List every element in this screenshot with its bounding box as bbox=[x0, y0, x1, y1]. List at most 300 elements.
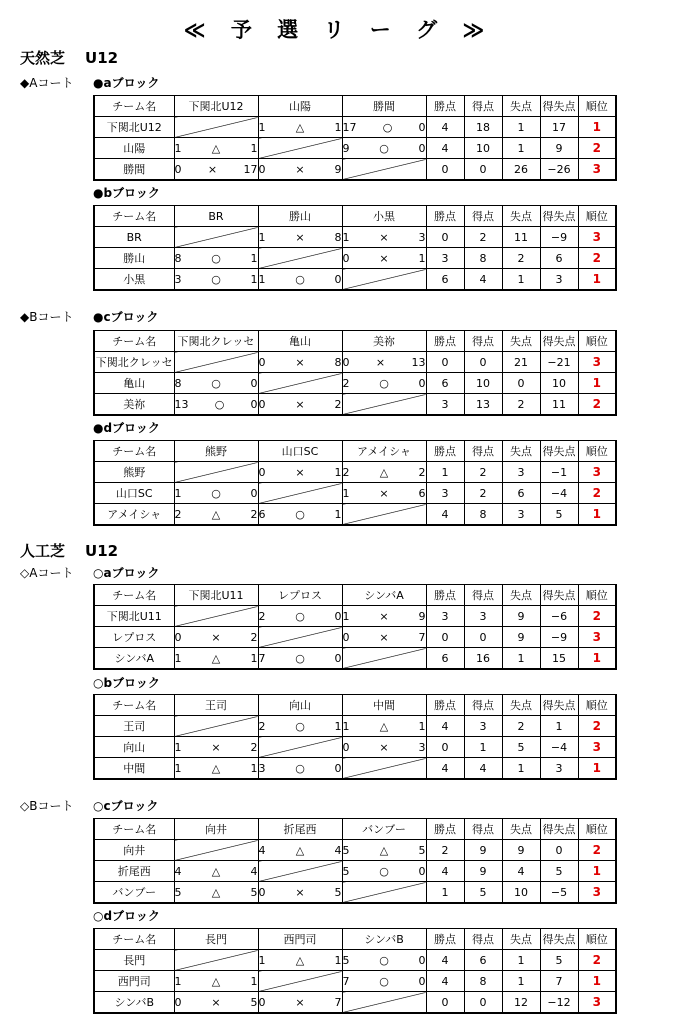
score-home: 1 bbox=[174, 974, 182, 988]
block-label: ●cブロック bbox=[93, 310, 159, 324]
rank-value: 1 bbox=[578, 269, 616, 291]
win-points: 0 bbox=[426, 992, 464, 1014]
score-away: 1 bbox=[418, 251, 426, 265]
header-goals-against: 失点 bbox=[502, 695, 540, 716]
goals-against: 1 bbox=[502, 138, 540, 159]
win-points: 0 bbox=[426, 227, 464, 248]
win-points: 4 bbox=[426, 971, 464, 992]
table-row bbox=[94, 117, 616, 138]
score-home: 0 bbox=[342, 251, 350, 265]
result-mark: ○ bbox=[295, 272, 305, 286]
rank-value: 3 bbox=[578, 227, 616, 248]
header-win-points: 勝点 bbox=[426, 441, 464, 462]
goal-diff: −12 bbox=[540, 992, 578, 1014]
header-goals-against: 失点 bbox=[502, 819, 540, 840]
block-label: ○aブロック bbox=[93, 566, 160, 580]
rank-value: 2 bbox=[578, 483, 616, 504]
standings-table bbox=[93, 205, 617, 291]
header-opponent: シンバA bbox=[342, 585, 426, 606]
match-score bbox=[175, 652, 258, 665]
score-home: 0 bbox=[174, 995, 182, 1009]
score-home: 5 bbox=[342, 864, 350, 878]
match-score bbox=[343, 865, 426, 878]
team-name: 向井 bbox=[94, 840, 174, 861]
header-opponent: 熊野 bbox=[174, 441, 258, 462]
match-score bbox=[175, 377, 258, 390]
goals-for: 0 bbox=[464, 627, 502, 648]
score-away: 1 bbox=[334, 507, 342, 521]
page-title: ≪ 予 選 リ ー グ ≫ bbox=[183, 18, 494, 42]
result-mark: ○ bbox=[379, 974, 389, 988]
goal-diff: 5 bbox=[540, 504, 578, 526]
score-away: 9 bbox=[418, 609, 426, 623]
block-label: ●bブロック bbox=[93, 186, 160, 200]
result-mark: ○ bbox=[379, 141, 389, 155]
goal-diff: −21 bbox=[540, 352, 578, 373]
goals-against: 1 bbox=[502, 648, 540, 670]
match-score bbox=[259, 610, 342, 623]
team-name: 勝山 bbox=[94, 248, 174, 269]
table-row bbox=[94, 627, 616, 648]
rank-value: 3 bbox=[578, 737, 616, 758]
table-row bbox=[94, 462, 616, 483]
header-goal-diff: 得失点 bbox=[540, 819, 578, 840]
result-mark: × bbox=[379, 486, 389, 500]
goal-diff: 7 bbox=[540, 971, 578, 992]
team-name: 下関北クレッセ bbox=[94, 352, 174, 373]
score-away: 1 bbox=[250, 651, 258, 665]
header-win-points: 勝点 bbox=[426, 819, 464, 840]
match-result bbox=[342, 117, 426, 138]
match-score bbox=[343, 720, 426, 733]
result-mark: × bbox=[211, 630, 221, 644]
goal-diff: 6 bbox=[540, 248, 578, 269]
team-name: シンバA bbox=[94, 648, 174, 670]
score-away: 5 bbox=[418, 843, 426, 857]
table-row bbox=[94, 971, 616, 992]
goal-diff: −9 bbox=[540, 627, 578, 648]
header-goals-against: 失点 bbox=[502, 585, 540, 606]
table-header-row bbox=[94, 929, 616, 950]
score-away: 9 bbox=[334, 162, 342, 176]
result-mark: × bbox=[295, 230, 305, 244]
rank-value: 1 bbox=[578, 971, 616, 992]
match-score bbox=[175, 487, 258, 500]
result-mark: △ bbox=[295, 953, 305, 967]
win-points: 1 bbox=[426, 882, 464, 904]
result-mark: ○ bbox=[295, 761, 305, 775]
header-opponent: 勝山 bbox=[258, 206, 342, 227]
win-points: 0 bbox=[426, 159, 464, 181]
win-points: 3 bbox=[426, 606, 464, 627]
score-home: 2 bbox=[174, 507, 182, 521]
score-away: 8 bbox=[334, 230, 342, 244]
header-opponent: 向井 bbox=[174, 819, 258, 840]
table-row bbox=[94, 394, 616, 416]
score-home: 0 bbox=[258, 995, 266, 1009]
team-name: 山陽 bbox=[94, 138, 174, 159]
self-match-cell bbox=[342, 394, 426, 416]
match-result bbox=[174, 504, 258, 526]
goals-for: 2 bbox=[464, 462, 502, 483]
goals-for: 8 bbox=[464, 504, 502, 526]
header-goals-for: 得点 bbox=[464, 929, 502, 950]
team-name: 折尾西 bbox=[94, 861, 174, 882]
header-goals-against: 失点 bbox=[502, 441, 540, 462]
header-goal-diff: 得失点 bbox=[540, 96, 578, 117]
header-goal-diff: 得失点 bbox=[540, 585, 578, 606]
rank-value: 3 bbox=[578, 352, 616, 373]
win-points: 3 bbox=[426, 483, 464, 504]
score-home: 2 bbox=[258, 609, 266, 623]
score-home: 0 bbox=[258, 885, 266, 899]
win-points: 4 bbox=[426, 138, 464, 159]
goals-for: 2 bbox=[464, 483, 502, 504]
standings-table bbox=[93, 440, 617, 526]
table-row bbox=[94, 227, 616, 248]
goals-against: 11 bbox=[502, 227, 540, 248]
header-win-points: 勝点 bbox=[426, 929, 464, 950]
match-score bbox=[343, 741, 426, 754]
goal-diff: 5 bbox=[540, 950, 578, 971]
rank-value: 1 bbox=[578, 861, 616, 882]
header-goals-for: 得点 bbox=[464, 819, 502, 840]
match-result bbox=[174, 373, 258, 394]
match-result bbox=[342, 373, 426, 394]
score-home: 1 bbox=[342, 609, 350, 623]
score-away: 8 bbox=[334, 355, 342, 369]
match-score bbox=[259, 844, 342, 857]
score-home: 0 bbox=[258, 355, 266, 369]
match-score bbox=[175, 163, 258, 176]
court-label: ◇Bコート bbox=[20, 799, 74, 813]
score-away: 17 bbox=[243, 162, 258, 176]
header-team: チーム名 bbox=[94, 441, 174, 462]
header-rank: 順位 bbox=[578, 819, 616, 840]
score-away: 3 bbox=[418, 230, 426, 244]
match-score bbox=[259, 508, 342, 521]
rank-value: 2 bbox=[578, 840, 616, 861]
result-mark: △ bbox=[379, 719, 389, 733]
result-mark: × bbox=[375, 355, 386, 369]
score-home: 8 bbox=[174, 251, 182, 265]
score-home: 1 bbox=[342, 486, 350, 500]
self-match-cell bbox=[174, 352, 258, 373]
win-points: 4 bbox=[426, 758, 464, 780]
goal-diff: 11 bbox=[540, 394, 578, 416]
standings-table bbox=[93, 330, 617, 416]
goal-diff: 15 bbox=[540, 648, 578, 670]
self-match-cell bbox=[174, 462, 258, 483]
goals-against: 3 bbox=[502, 462, 540, 483]
goals-for: 5 bbox=[464, 882, 502, 904]
score-home: 1 bbox=[258, 120, 266, 134]
win-points: 0 bbox=[426, 737, 464, 758]
score-away: 4 bbox=[250, 864, 258, 878]
self-match-cell bbox=[342, 648, 426, 670]
score-away: 1 bbox=[250, 141, 258, 155]
match-result bbox=[174, 394, 258, 416]
goals-for: 0 bbox=[464, 352, 502, 373]
goals-for: 13 bbox=[464, 394, 502, 416]
result-mark: ○ bbox=[295, 507, 305, 521]
match-score bbox=[259, 762, 342, 775]
match-result bbox=[342, 352, 426, 373]
result-mark: △ bbox=[211, 885, 221, 899]
rank-value: 3 bbox=[578, 462, 616, 483]
rank-value: 3 bbox=[578, 159, 616, 181]
goals-against: 6 bbox=[502, 483, 540, 504]
match-result bbox=[174, 992, 258, 1014]
win-points: 3 bbox=[426, 394, 464, 416]
goals-for: 10 bbox=[464, 138, 502, 159]
result-mark: × bbox=[295, 885, 305, 899]
score-away: 2 bbox=[250, 740, 258, 754]
header-rank: 順位 bbox=[578, 695, 616, 716]
self-match-cell bbox=[258, 861, 342, 882]
rank-value: 2 bbox=[578, 606, 616, 627]
rank-value: 1 bbox=[578, 758, 616, 780]
goals-for: 8 bbox=[464, 248, 502, 269]
match-result bbox=[342, 248, 426, 269]
match-result bbox=[258, 648, 342, 670]
header-goal-diff: 得失点 bbox=[540, 695, 578, 716]
header-goal-diff: 得失点 bbox=[540, 331, 578, 352]
score-home: 7 bbox=[342, 974, 350, 988]
result-mark: × bbox=[295, 355, 305, 369]
result-mark: △ bbox=[211, 141, 221, 155]
result-mark: △ bbox=[295, 120, 305, 134]
match-score bbox=[175, 996, 258, 1009]
goals-against: 12 bbox=[502, 992, 540, 1014]
header-rank: 順位 bbox=[578, 929, 616, 950]
goals-for: 4 bbox=[464, 269, 502, 291]
goal-diff: 9 bbox=[540, 138, 578, 159]
self-match-cell bbox=[258, 627, 342, 648]
score-home: 4 bbox=[174, 864, 182, 878]
match-result bbox=[174, 138, 258, 159]
goals-against: 9 bbox=[502, 627, 540, 648]
header-opponent: 亀山 bbox=[258, 331, 342, 352]
goals-for: 0 bbox=[464, 992, 502, 1014]
match-result bbox=[258, 504, 342, 526]
header-opponent: 下関北U12 bbox=[174, 96, 258, 117]
score-home: 0 bbox=[258, 465, 266, 479]
self-match-cell bbox=[258, 971, 342, 992]
header-opponent: 下関北U11 bbox=[174, 585, 258, 606]
score-home: 4 bbox=[258, 843, 266, 857]
team-name: バンブー bbox=[94, 882, 174, 904]
header-opponent: BR bbox=[174, 206, 258, 227]
match-score bbox=[175, 398, 258, 411]
team-name: 西門司 bbox=[94, 971, 174, 992]
score-away: 1 bbox=[418, 719, 426, 733]
rank-value: 1 bbox=[578, 648, 616, 670]
header-goals-against: 失点 bbox=[502, 929, 540, 950]
result-mark: △ bbox=[211, 974, 221, 988]
result-mark: △ bbox=[211, 507, 221, 521]
match-result bbox=[342, 227, 426, 248]
match-score bbox=[175, 142, 258, 155]
result-mark: △ bbox=[211, 864, 221, 878]
header-opponent: レプロス bbox=[258, 585, 342, 606]
rank-value: 3 bbox=[578, 992, 616, 1014]
match-score bbox=[259, 121, 342, 134]
match-score bbox=[343, 954, 426, 967]
score-away: 1 bbox=[334, 953, 342, 967]
match-result bbox=[342, 950, 426, 971]
match-result bbox=[342, 971, 426, 992]
score-home: 13 bbox=[174, 397, 189, 411]
table-header-row bbox=[94, 331, 616, 352]
header-opponent: バンブー bbox=[342, 819, 426, 840]
header-opponent: 折尾西 bbox=[258, 819, 342, 840]
result-mark: × bbox=[379, 740, 389, 754]
goals-against: 26 bbox=[502, 159, 540, 181]
score-away: 0 bbox=[334, 651, 342, 665]
goals-against: 1 bbox=[502, 269, 540, 291]
goals-for: 6 bbox=[464, 950, 502, 971]
match-result bbox=[342, 737, 426, 758]
score-away: 1 bbox=[250, 272, 258, 286]
match-score bbox=[343, 466, 426, 479]
table-row bbox=[94, 352, 616, 373]
table-row bbox=[94, 248, 616, 269]
match-result bbox=[258, 882, 342, 904]
result-mark: × bbox=[295, 995, 305, 1009]
score-home: 9 bbox=[342, 141, 350, 155]
table-row bbox=[94, 758, 616, 780]
match-result bbox=[174, 971, 258, 992]
win-points: 4 bbox=[426, 950, 464, 971]
result-mark: △ bbox=[379, 843, 389, 857]
score-away: 0 bbox=[418, 953, 426, 967]
header-opponent: アメイシャ bbox=[342, 441, 426, 462]
match-result bbox=[174, 248, 258, 269]
table-row bbox=[94, 840, 616, 861]
section-category: U12 bbox=[85, 542, 119, 560]
team-name: 向山 bbox=[94, 737, 174, 758]
header-goal-diff: 得失点 bbox=[540, 441, 578, 462]
self-match-cell bbox=[342, 269, 426, 291]
header-opponent: 山陽 bbox=[258, 96, 342, 117]
score-away: 0 bbox=[334, 609, 342, 623]
goals-against: 5 bbox=[502, 737, 540, 758]
match-score bbox=[343, 252, 426, 265]
match-result bbox=[258, 269, 342, 291]
goals-against: 3 bbox=[502, 504, 540, 526]
header-goals-for: 得点 bbox=[464, 331, 502, 352]
section-title bbox=[20, 540, 138, 561]
match-result bbox=[174, 861, 258, 882]
match-result bbox=[174, 758, 258, 780]
rank-value: 2 bbox=[578, 716, 616, 737]
match-result bbox=[174, 483, 258, 504]
match-score bbox=[175, 975, 258, 988]
table-row bbox=[94, 138, 616, 159]
header-team: チーム名 bbox=[94, 206, 174, 227]
self-match-cell bbox=[258, 248, 342, 269]
header-rank: 順位 bbox=[578, 585, 616, 606]
header-goals-against: 失点 bbox=[502, 331, 540, 352]
score-home: 1 bbox=[258, 953, 266, 967]
match-result bbox=[258, 758, 342, 780]
goals-against: 1 bbox=[502, 971, 540, 992]
goal-diff: −9 bbox=[540, 227, 578, 248]
match-result bbox=[342, 483, 426, 504]
goals-against: 10 bbox=[502, 882, 540, 904]
self-match-cell bbox=[342, 758, 426, 780]
match-score bbox=[259, 466, 342, 479]
rank-value: 1 bbox=[578, 373, 616, 394]
header-opponent: 長門 bbox=[174, 929, 258, 950]
win-points: 3 bbox=[426, 248, 464, 269]
match-result bbox=[174, 882, 258, 904]
team-name: 長門 bbox=[94, 950, 174, 971]
match-result bbox=[342, 840, 426, 861]
header-goals-for: 得点 bbox=[464, 206, 502, 227]
table-header-row bbox=[94, 441, 616, 462]
score-home: 1 bbox=[258, 272, 266, 286]
goals-against: 9 bbox=[502, 606, 540, 627]
score-away: 0 bbox=[250, 376, 258, 390]
goals-against: 1 bbox=[502, 950, 540, 971]
score-home: 1 bbox=[174, 651, 182, 665]
table-header-row bbox=[94, 206, 616, 227]
result-mark: × bbox=[295, 465, 305, 479]
match-score bbox=[175, 741, 258, 754]
header-rank: 順位 bbox=[578, 441, 616, 462]
result-mark: × bbox=[207, 162, 218, 176]
result-mark: × bbox=[379, 630, 389, 644]
court-label: ◆Aコート bbox=[20, 76, 74, 90]
score-away: 4 bbox=[334, 843, 342, 857]
self-match-cell bbox=[258, 483, 342, 504]
goals-for: 1 bbox=[464, 737, 502, 758]
match-result bbox=[342, 627, 426, 648]
rank-value: 2 bbox=[578, 950, 616, 971]
match-result bbox=[258, 950, 342, 971]
header-opponent: 向山 bbox=[258, 695, 342, 716]
header-goals-for: 得点 bbox=[464, 441, 502, 462]
goals-against: 4 bbox=[502, 861, 540, 882]
score-home: 6 bbox=[258, 507, 266, 521]
score-away: 2 bbox=[334, 397, 342, 411]
team-name: 下関北U11 bbox=[94, 606, 174, 627]
block-label: ○cブロック bbox=[93, 799, 159, 813]
match-result bbox=[174, 737, 258, 758]
goal-diff: −4 bbox=[540, 737, 578, 758]
result-mark: ○ bbox=[211, 486, 221, 500]
match-result bbox=[258, 840, 342, 861]
win-points: 4 bbox=[426, 716, 464, 737]
match-score bbox=[343, 142, 426, 155]
result-mark: × bbox=[211, 740, 221, 754]
score-home: 7 bbox=[258, 651, 266, 665]
header-opponent: 勝間 bbox=[342, 96, 426, 117]
match-score bbox=[343, 975, 426, 988]
goals-for: 0 bbox=[464, 159, 502, 181]
team-name: アメイシャ bbox=[94, 504, 174, 526]
table-row bbox=[94, 950, 616, 971]
header-team: チーム名 bbox=[94, 96, 174, 117]
goal-diff: 3 bbox=[540, 758, 578, 780]
score-away: 3 bbox=[418, 740, 426, 754]
goal-diff: −5 bbox=[540, 882, 578, 904]
team-name: シンバB bbox=[94, 992, 174, 1014]
result-mark: × bbox=[379, 609, 389, 623]
team-name: 美祢 bbox=[94, 394, 174, 416]
